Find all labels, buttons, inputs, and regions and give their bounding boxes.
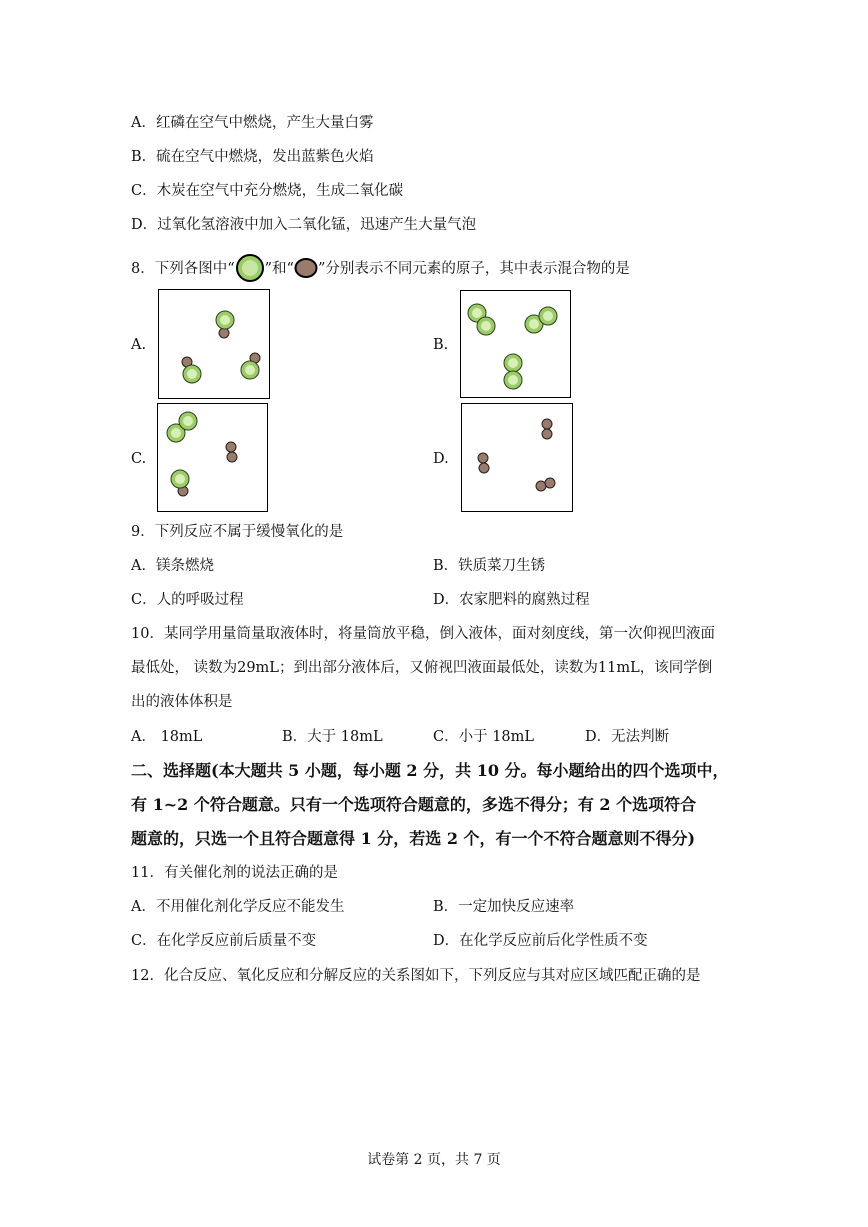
section-2-heading-line3: 题意的，只选一个且符合题意得 1 分，若选 2 个，有一个不符合题意则不得分): [131, 829, 696, 848]
q10-stem-line2: 最低处， 读数为29mL；到出部分液体后，又俯视凹液面最低处，读数为11mL，该同学倒: [131, 660, 713, 676]
q8-stem-prefix: 8．下列各图中“: [131, 261, 235, 277]
q11-option-d: D．在化学反应前后化学性质不变: [433, 933, 648, 949]
section-2-heading-line1: 二、选择题(本大题共 5 小题，每小题 2 分，共 10 分。每小题给出的四个选项中，: [131, 761, 729, 780]
q12-stem: 12．化合反应、氧化反应和分解反应的关系图如下，下列反应与其对应区域匹配正确的是: [131, 968, 701, 984]
q8-label-a: A.: [131, 337, 147, 353]
q8-figure-d: [461, 403, 573, 512]
q7-option-b: B．硫在空气中燃烧，发出蓝紫色火焰: [131, 149, 374, 165]
green-atom-icon: [235, 254, 265, 282]
q8-figure-a-svg: [159, 290, 269, 398]
section-2-heading-line2: 有 1~2 个符合题意。只有一个选项符合题意的，多选不得分；有 2 个选项符合: [131, 795, 697, 814]
q11-option-c: C．在化学反应前后质量不变: [131, 933, 317, 949]
q11-option-b: B．一定加快反应速率: [433, 899, 575, 915]
q8-stem-suffix: ”分别表示不同元素的原子，其中表示混合物的是: [317, 261, 630, 277]
q7-option-c: C．木炭在空气中充分燃烧，生成二氧化碳: [131, 183, 404, 199]
q11-stem: 11．有关催化剂的说法正确的是: [131, 865, 338, 881]
q8-figure-c: [157, 403, 268, 512]
q8-figure-b: [460, 290, 571, 398]
q8-stem: [131, 255, 630, 283]
q8-label-c: C.: [131, 451, 147, 467]
q10-option-d: D．无法判断: [585, 729, 670, 745]
q9-option-a: A．镁条燃烧: [131, 558, 214, 574]
q8-stem-middle: ”和“: [264, 261, 294, 277]
q9-option-c: C．人的呼吸过程: [131, 592, 244, 608]
q8-figure-a: [158, 289, 270, 399]
q8-label-d: D.: [433, 451, 449, 467]
q9-stem: 9．下列反应不属于缓慢氧化的是: [131, 524, 344, 540]
q10-stem-line3: 出的液体体积是: [131, 694, 233, 710]
q8-label-b: B.: [433, 337, 449, 353]
q8-figure-b-svg: [461, 291, 570, 397]
q10-option-c: C．小于 18mL: [433, 729, 535, 745]
q10-option-a: A． 18mL: [131, 729, 203, 745]
q10-stem-line1: 10．某同学用量筒量取液体时，将量筒放平稳，倒入液体，面对刻度线，第一次仰视凹液面: [131, 626, 715, 642]
q11-option-a: A．不用催化剂化学反应不能发生: [131, 899, 345, 915]
q9-option-d: D．农家肥料的腐熟过程: [433, 592, 590, 608]
q10-option-b: B．大于 18mL: [282, 729, 383, 745]
q8-figure-c-svg: [158, 404, 267, 511]
q7-option-a: A．红磷在空气中燃烧，产生大量白雾: [131, 115, 374, 131]
q9-option-b: B．铁质菜刀生锈: [433, 558, 546, 574]
q8-figure-d-svg: [462, 404, 572, 511]
page-footer: 试卷第 2 页，共 7 页: [367, 1152, 501, 1168]
brown-atom-icon: [294, 257, 318, 279]
q7-option-d: D．过氧化氢溶液中加入二氧化锰，迅速产生大量气泡: [131, 217, 477, 233]
